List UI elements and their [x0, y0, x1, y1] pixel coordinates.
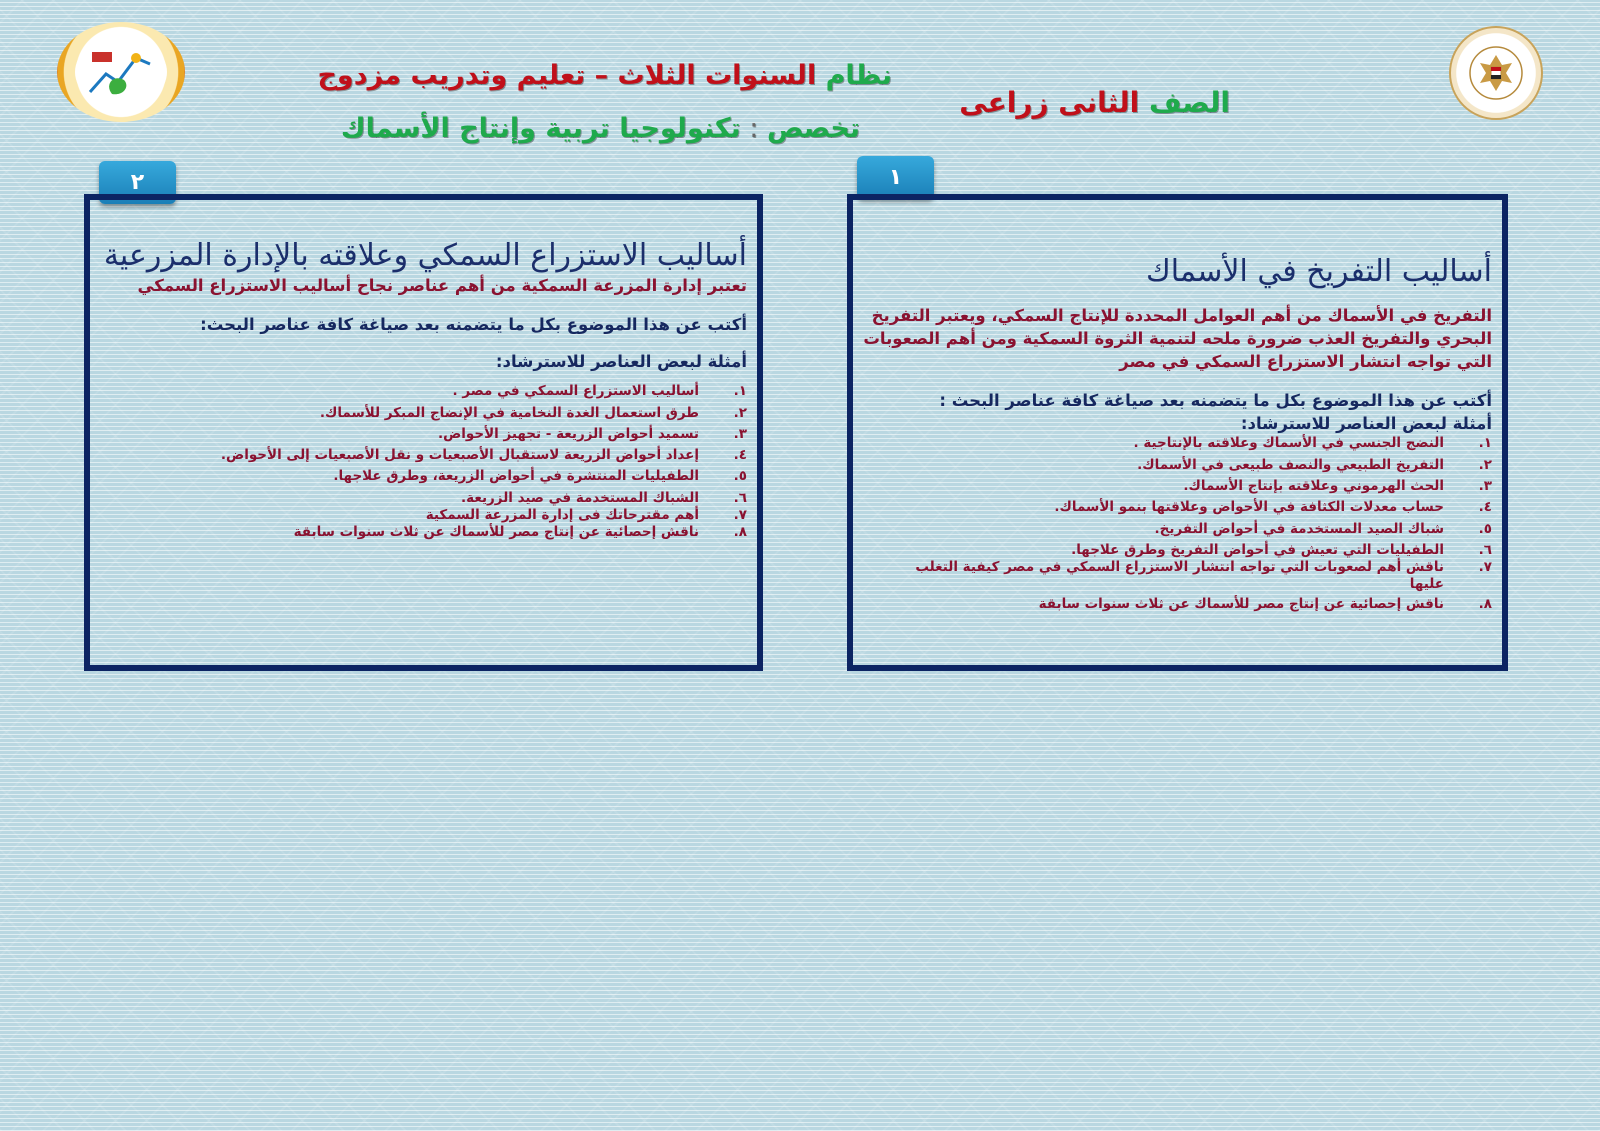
item-text: النضج الجنسي في الأسماك وعلاقته بالإنتاجية .	[1133, 435, 1444, 452]
specialization-name: تكنولوجيا تربية وإنتاج الأسماك	[340, 113, 741, 144]
list-item	[90, 447, 747, 464]
examples-heading: أمثلة لبعض العناصر للاسترشاد:	[1240, 414, 1492, 434]
item-text: ناقش أهم لصعوبات التي تواجه انتشار الاستزراع السمكي في مصر كيفية التغلب عليها	[915, 559, 1444, 593]
item-text: إعداد أحواض الزريعة لاستقبال الأصبعيات و نقل الأصبعيات إلى الأحواض.	[220, 447, 699, 464]
list-item	[90, 383, 747, 400]
list-item	[853, 435, 1492, 452]
title-main: السنوات الثلاث – تعليم وتدريب مزدوج	[317, 60, 817, 91]
grade-value: الثانى زراعى	[959, 86, 1140, 119]
item-text: الطفيليات المنتشرة في أحواض الزريعة، وطرق علاجها.	[333, 468, 699, 485]
item-number: ٨.	[733, 524, 747, 541]
item-text: أهم مقترحاتك فى إدارة المزرعة السمكية	[425, 506, 699, 523]
list-item	[90, 468, 747, 485]
item-number: ٤.	[733, 447, 747, 464]
list-item	[90, 507, 747, 524]
topic-panel-1	[847, 194, 1508, 671]
item-text: الشباك المستخدمة في صيد الزريعة.	[461, 489, 699, 506]
item-number: ٣.	[733, 425, 747, 442]
specialization-separator: :	[740, 113, 767, 144]
list-item	[853, 521, 1492, 538]
list-item	[90, 426, 747, 443]
item-number: ٦.	[733, 489, 747, 506]
item-text: ناقش إحصائية عن إنتاج مصر للأسماك عن ثلاث سنوات سابقة	[293, 524, 699, 541]
item-number: ٥.	[1478, 520, 1492, 537]
eagle-emblem-icon	[1466, 43, 1526, 103]
item-number: ١.	[1478, 435, 1492, 452]
list-item	[90, 524, 747, 541]
list-item	[853, 596, 1492, 613]
item-text: شباك الصيد المستخدمة في أحواض التفريخ.	[1154, 520, 1444, 537]
growth-chart-icon	[84, 44, 158, 100]
grade-label: الصف	[1148, 86, 1230, 119]
panel-title: أساليب الاستزراع السمكي وعلاقته بالإدارة المزرعية	[103, 238, 747, 273]
examples-list	[90, 383, 747, 541]
panel-intro: تعتبر إدارة المزرعة السمكية من أهم عناصر نجاح أساليب الاستزراع السمكي	[137, 276, 747, 295]
topic-panel-2	[84, 194, 763, 671]
list-item	[853, 478, 1492, 495]
ministry-emblem	[1449, 26, 1543, 120]
item-number: ٤.	[1478, 499, 1492, 516]
panel-prompt: أكتب عن هذا الموضوع بكل ما يتضمنه بعد صياغة كافة عناصر البحث :	[939, 391, 1492, 411]
topic-tab-1: ١	[857, 156, 934, 199]
topic-tab-2: ٢	[99, 161, 176, 204]
list-item	[853, 542, 1492, 559]
item-number: ٧.	[1478, 559, 1492, 576]
item-text: تسميد أحواض الزريعة - تجهيز الأحواض.	[437, 425, 699, 442]
item-number: ٥.	[733, 468, 747, 485]
item-text: طرق استعمال الغدة النخامية في الإنضاج المبكر للأسماك.	[319, 404, 699, 421]
panel-title: أساليب التفريخ في الأسماك	[1146, 254, 1492, 289]
item-text: ناقش إحصائية عن إنتاج مصر للأسماك عن ثلاث سنوات سابقة	[1038, 595, 1444, 612]
item-number: ٢.	[1478, 456, 1492, 473]
item-text: الحث الهرموني وعلاقته بإنتاج الأسماك.	[1183, 478, 1444, 494]
item-number: ٦.	[1478, 541, 1492, 558]
applied-tech-logo	[57, 22, 185, 122]
item-text: أساليب الاستزراع السمكي في مصر .	[452, 383, 699, 400]
panel-intro: التفريخ في الأسماك من أهم العوامل المحددة للإنتاج السمكي، ويعتبر التفريخ البحري والتفريخ العذب ضرورة ملحه لتنمية الثروة السمكية ومن أهم الصعوبات التي تواجه انتشار الاستزراع السمكي في مصر	[863, 306, 1492, 372]
specialization-label: تخصص	[766, 113, 860, 144]
item-number: ١.	[733, 383, 747, 400]
page-title	[317, 60, 892, 91]
item-number: ٨.	[1478, 595, 1492, 612]
grade-title	[959, 86, 1230, 119]
examples-heading: أمثلة لبعض العناصر للاسترشاد:	[495, 352, 747, 372]
examples-list	[853, 435, 1492, 612]
item-text: حساب معدلات الكثافة في الأحواض وعلاقتها بنمو الأسماك.	[1054, 499, 1444, 516]
item-number: ٢.	[733, 404, 747, 421]
list-item	[853, 499, 1492, 516]
list-item	[90, 405, 747, 422]
item-text: الطفيليات التي تعيش في أحواض التفريخ وطرق علاجها.	[1071, 541, 1444, 558]
panel-prompt: أكتب عن هذا الموضوع بكل ما يتضمنه بعد صياغة كافة عناصر البحث:	[200, 315, 747, 335]
item-text: التفريخ الطبيعي والنصف طبيعى في الأسماك.	[1137, 456, 1444, 473]
specialization-title	[340, 113, 860, 144]
list-item	[853, 457, 1492, 474]
item-number: ٧.	[733, 506, 747, 523]
list-item	[90, 490, 747, 507]
list-item	[853, 559, 1492, 594]
title-word-green: نظام	[825, 60, 892, 91]
item-number: ٣.	[1478, 478, 1492, 494]
